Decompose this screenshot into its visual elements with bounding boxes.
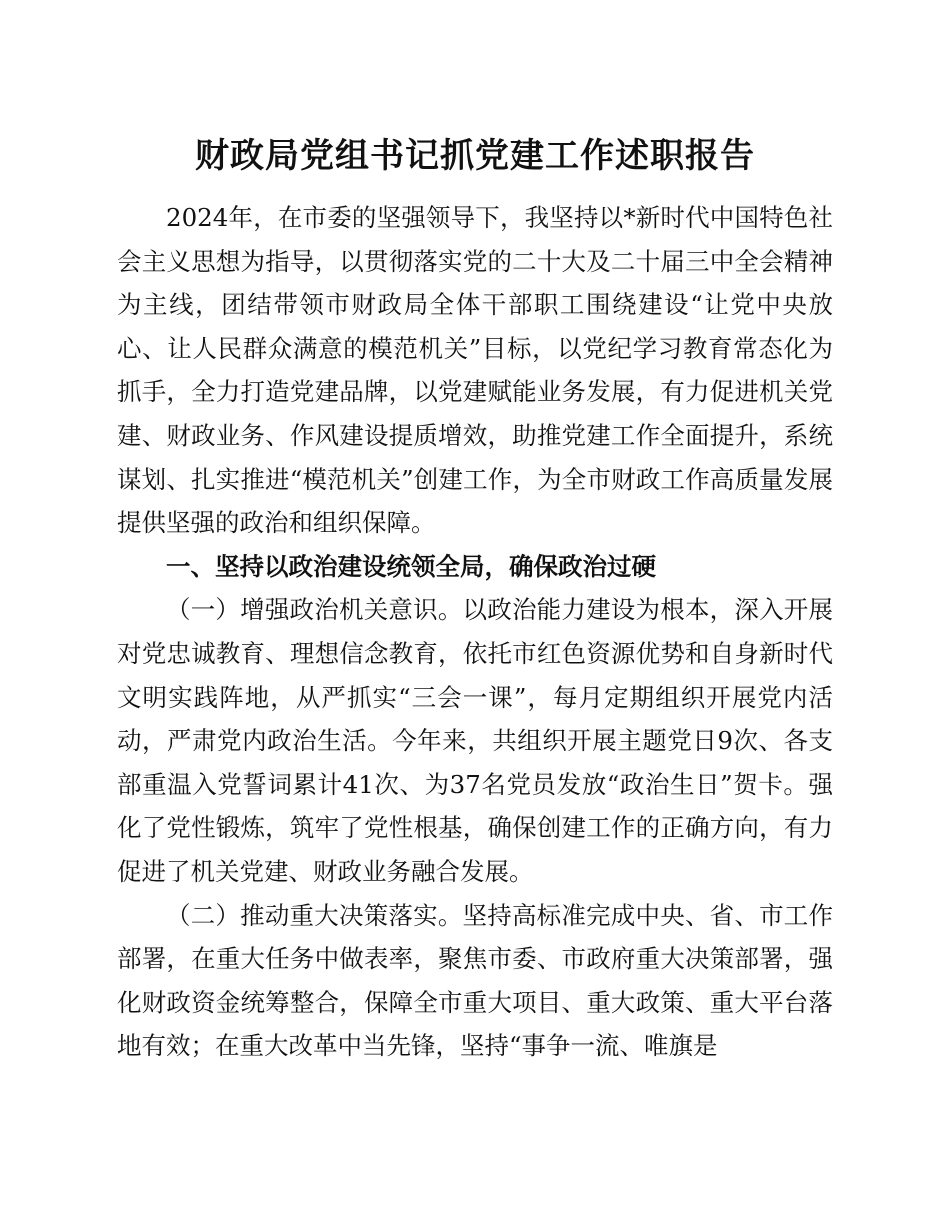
section-heading: 一、坚持以政治建设统领全局，确保政治过硬 (166, 551, 656, 581)
document-body (117, 196, 833, 1068)
intro-paragraph: 2024年，在市委的坚强领导下，我坚持以*新时代中国特色社会主义思想为指导，以贯彻落实党的二十大及二十届三中全会精神为主线，团结带领市财政局全体干部职工围绕建设“让党中央放心、让人民群众满意的模范机关”目标，以党纪学习教育常态化为抓手，全力打造党建品牌，以党建赋能业务发展，有力促进机关党建、财政业务、作风建设提质增效，助推党建工作全面提升，系统谋划、扎实推进“模范机关”创建工作，为全市财政工作高质量发展提供坚强的政治和组织保障。 (117, 203, 833, 538)
document-title: 财政局党组书记抓党建工作述职报告 (195, 136, 755, 176)
paragraph-political-awareness: （一）增强政治机关意识。以政治能力建设为根本，深入开展对党忠诚教育、理想信念教育，依托市红色资源优势和自身新时代文明实践阵地，从严抓实“三会一课”，每月定期组织开展党内活动，严肃党内政治生活。今年来，共组织开展主题党日9次、各支部重温入党誓词累计41次、为37名党员发放“政治生日”贺卡。强化了党性锻炼，筑牢了党性根基，确保创建工作的正确方向，有力促进了机关党建、财政业务融合发展。 (117, 595, 833, 886)
paragraph-major-decisions: （二）推动重大决策落实。坚持高标准完成中央、省、市工作部署，在重大任务中做表率，聚焦市委、市政府重大决策部署，强化财政资金统筹整合，保障全市重大项目、重大政策、重大平台落地有效；在重大改革中当先锋，坚持“事争一流、唯旗是 (117, 900, 833, 1061)
